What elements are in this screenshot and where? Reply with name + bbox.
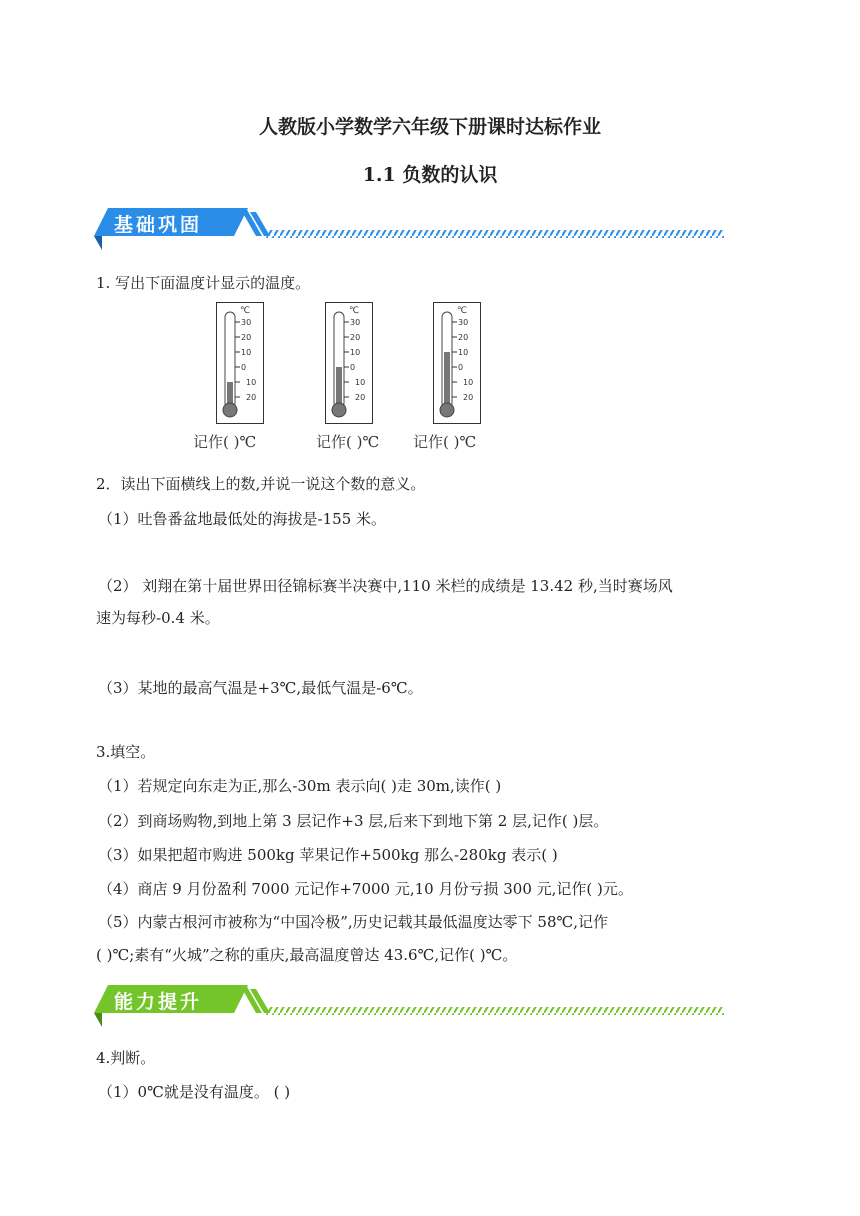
tick-label: 20 <box>241 333 252 342</box>
thermometer-1-graphic <box>216 302 264 424</box>
question-3-item-2: （2）到商场购物,到地上第 3 层记作+3 层,后来下到地下第 2 层,记作( )层。 <box>98 812 609 830</box>
document-title: 人教版小学数学六年级下册课时达标作业 <box>258 116 601 138</box>
tick-label: 20 <box>463 393 474 402</box>
question-2-text: 2．读出下面横线上的数,并说一说这个数的意义。 <box>96 475 426 493</box>
thermometer-3-unit: ℃ <box>457 306 468 316</box>
lesson-subtitle: 1.1 负数的认识 <box>362 164 498 186</box>
question-3-item-4: （4）商店 9 月份盈利 7000 元记作+7000 元,10 月份亏损 300 元,记作( )元。 <box>98 880 633 898</box>
question-4-item-1: （1）0℃就是没有温度。 ( ) <box>98 1083 291 1101</box>
thermometer-3-graphic <box>433 302 481 424</box>
question-3-item-5: （5）内蒙古根河市被称为“中国冷极”,历史记载其最低温度达零下 58℃,记作 <box>98 913 609 931</box>
question-3-text: 3.填空。 <box>96 743 156 761</box>
tick-label: 30 <box>458 318 469 327</box>
tick-label: 10 <box>463 378 474 387</box>
thermometer-2 <box>325 302 373 428</box>
thermometer-2-graphic <box>325 302 373 424</box>
thermometer-3 <box>433 302 481 428</box>
tick-label: 30 <box>350 318 361 327</box>
question-3-item-3: （3）如果把超市购进 500kg 苹果记作+500kg 那么-280kg 表示( ) <box>98 846 558 864</box>
section-banner-advanced <box>94 983 726 1027</box>
thermometer-2-unit: ℃ <box>349 306 360 316</box>
tick-label: 20 <box>246 393 257 402</box>
tick-label: 0 <box>241 363 247 372</box>
section-label-basic: 基础巩固 <box>114 214 203 236</box>
tick-label: 30 <box>241 318 252 327</box>
thermometer-1-unit: ℃ <box>240 306 251 316</box>
tick-label: 0 <box>458 363 464 372</box>
answer-blank-3[interactable]: 记作( )℃ <box>413 433 477 451</box>
section-label-advanced: 能力提升 <box>114 991 203 1013</box>
question-3-item-5-cont: ( )℃;素有“火城”之称的重庆,最高温度曾达 43.6℃,记作( )℃。 <box>96 946 518 964</box>
question-4-text: 4.判断。 <box>96 1049 156 1067</box>
answer-blank-2[interactable]: 记作( )℃ <box>316 433 380 451</box>
tick-label: 10 <box>241 348 252 357</box>
tick-label: 20 <box>350 333 361 342</box>
section-banner-basic <box>94 206 726 250</box>
thermometer-1 <box>216 302 264 428</box>
tick-label: 20 <box>355 393 366 402</box>
question-2-item-2: （2） 刘翔在第十届世界田径锦标赛半决赛中,110 米栏的成绩是 13.42 秒,当时赛场风 <box>98 577 673 595</box>
question-1-text: 1. 写出下面温度计显示的温度。 <box>96 274 311 292</box>
tick-label: 10 <box>458 348 469 357</box>
answer-blank-1[interactable]: 记作( )℃ <box>193 433 257 451</box>
question-2-item-1: （1）吐鲁番盆地最低处的海拔是-155 米。 <box>98 510 387 528</box>
tick-label: 20 <box>458 333 469 342</box>
tick-label: 10 <box>355 378 366 387</box>
tick-label: 10 <box>246 378 257 387</box>
tick-label: 10 <box>350 348 361 357</box>
question-2-item-3: （3）某地的最高气温是+3℃,最低气温是-6℃。 <box>98 679 423 697</box>
question-3-item-1: （1）若规定向东走为正,那么-30m 表示向( )走 30m,读作( ) <box>98 777 502 795</box>
question-2-item-2-cont: 速为每秒-0.4 米。 <box>96 609 220 627</box>
tick-label: 0 <box>350 363 356 372</box>
